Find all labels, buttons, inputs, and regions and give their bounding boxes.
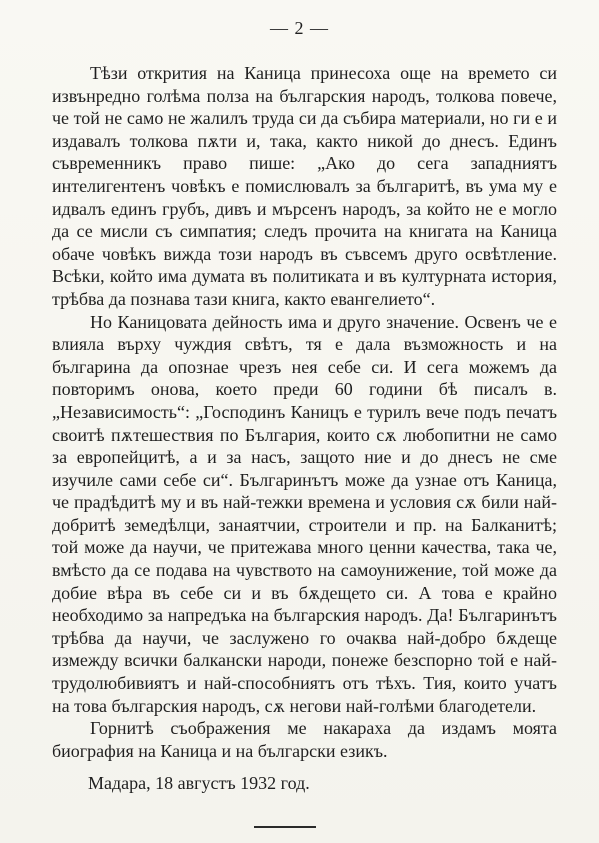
paragraph-1: Тѣзи открития на Каница принесоха още на времето си извънредно голѣма полза на българския народъ, толкова повече, че той не само не жалилъ труда си да събира материали, но ги е и издавалъ толкова пѫти и, така, както никой до днесъ. Единъ съвременникъ право пише: „Ако до сега западниятъ интелигентенъ човѣкъ е помислювалъ за българитѣ, въ ума му е идвалъ единъ грубъ, дивъ и мърсенъ народъ, за който не е могло да се мисли съ симпатия; следъ прочита на книгата на Каница обаче човѣкъ вижда този народъ въ съвсемъ друго освѣтление. Всѣки, който има думата въ политиката и въ културната история, трѣбва да познава тази книга, както евангелието“. (52, 63, 557, 309)
place-date-signature: Мадара, 18 августъ 1932 год. (88, 773, 310, 793)
closing-rule (254, 826, 316, 828)
body-text (52, 62, 557, 762)
page-number: — 2 — (270, 18, 329, 38)
paragraph-2: Но Каницовата дейность има и друго значение. Освенъ че е влияла върху чуждия свѣтъ, тя е дала възможность и на българина да опознае чрезъ нея себе си. И сега можемъ да повторимъ онова, което преди 60 години бѣ писалъ в. „Независимость“: „Господинъ Каницъ е турилъ вече подъ печатъ своитѣ пѫтешествия по България, които сѫ любопитни не само за европейцитѣ, а и за насъ, защото ние и до днесъ не сме изучиле сами себе си“. Българинътъ може да узнае отъ Каница, че прадѣдитѣ му и въ най-тежки времена и условия сѫ били най-добритѣ земедѣлци, занаятчии, строители и пр. на Балканитѣ; той може да научи, че притежава много ценни качества, така че, вмѣсто да се подава на чувството на самоунижение, той може да добие вѣра въ себе си и въ бѫдещето си. А това е крайно необходимо за напредъка на българския народъ. Да! Българинътъ трѣбва да научи, че заслужено го очаква най-добро бѫдеще измежду всички балкански народи, понеже безспорно той е най-трудолюбивиятъ и най-способниятъ отъ тѣхъ. Тия, които учатъ на това българския народъ, сѫ негови най-голѣми благодетели. (52, 311, 557, 716)
paragraph-3: Горнитѣ съображения ме накараха да издамъ моята биография на Каница и на български езикъ. (52, 718, 557, 761)
